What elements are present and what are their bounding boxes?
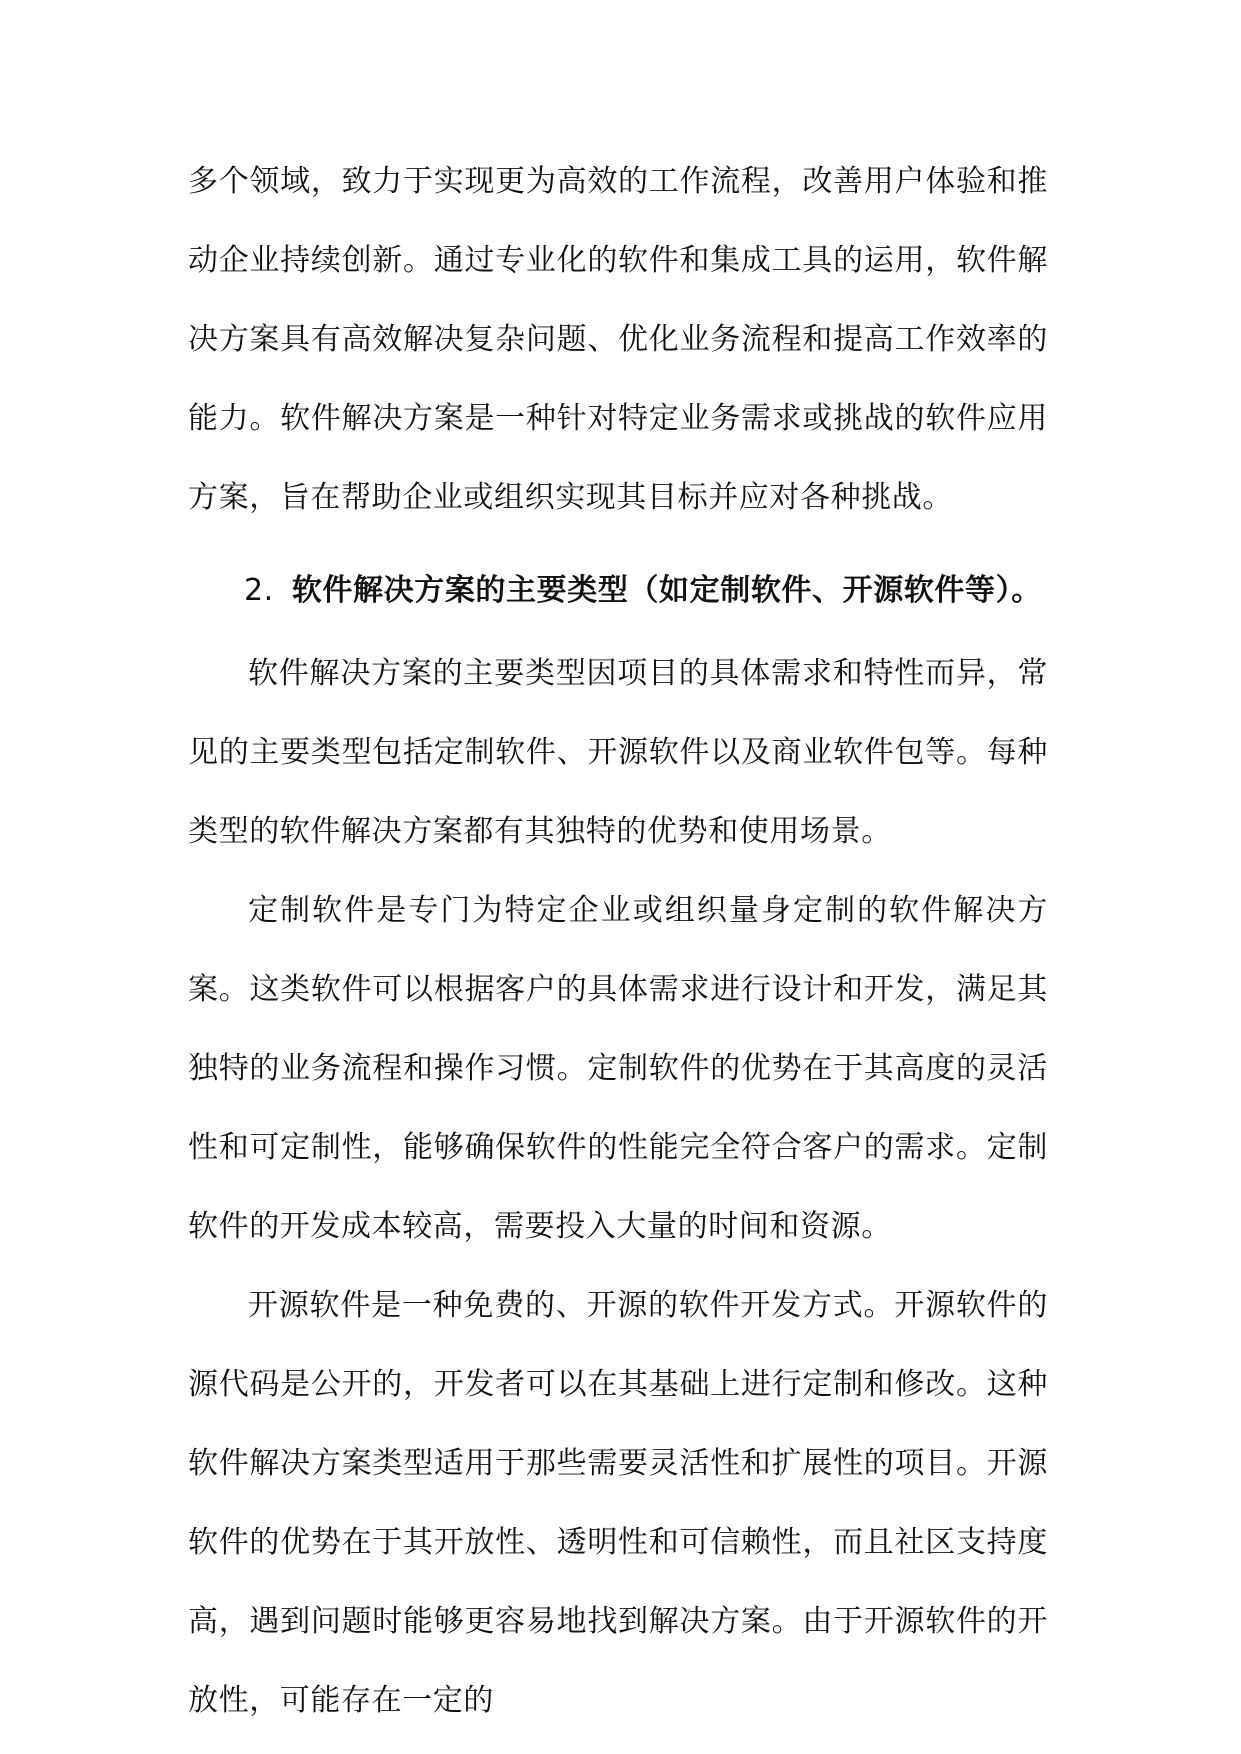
paragraph-custom-software: 定制软件是专门为特定企业或组织量身定制的软件解决方案。这类软件可以根据客户的具体需求进行设计和开发，满足其独特的业务流程和操作习惯。定制软件的优势在于其高度的灵活性和可定制性，能够确保软件的性能完全符合客户的需求。定制软件的开发成本较高，需要投入大量的时间和资源。: [188, 893, 1048, 1244]
paragraph-intro-continued: 多个领域，致力于实现更为高效的工作流程，改善用户体验和推动企业持续创新。通过专业化的软件和集成工具的运用，软件解决方案具有高效解决复杂问题、优化业务流程和提高工作效率的能力。软件解决方案是一种针对特定业务需求或挑战的软件应用方案，旨在帮助企业或组织实现其目标并应对各种挑战。: [188, 164, 1048, 515]
section-number: 2.: [244, 573, 274, 608]
document-body: [188, 142, 1048, 1740]
paragraph-open-source-software: 开源软件是一种免费的、开源的软件开发方式。开源软件的源代码是公开的，开发者可以在其基础上进行定制和修改。这种软件解决方案类型适用于那些需要灵活性和扩展性的项目。开源软件的优势在于其开放性、透明性和可信赖性，而且社区支持度高，遇到问题时能够更容易地找到解决方案。由于开源软件的开放性，可能存在一定的: [188, 1288, 1048, 1718]
section-heading: [188, 551, 1048, 630]
section-title: 软件解决方案的主要类型（如定制软件、开源软件等）。: [291, 573, 1042, 608]
paragraph-types-overview: 软件解决方案的主要类型因项目的具体需求和特性而异，常见的主要类型包括定制软件、开源软件以及商业软件包等。每种类型的软件解决方案都有其独特的优势和使用场景。: [188, 656, 1048, 849]
